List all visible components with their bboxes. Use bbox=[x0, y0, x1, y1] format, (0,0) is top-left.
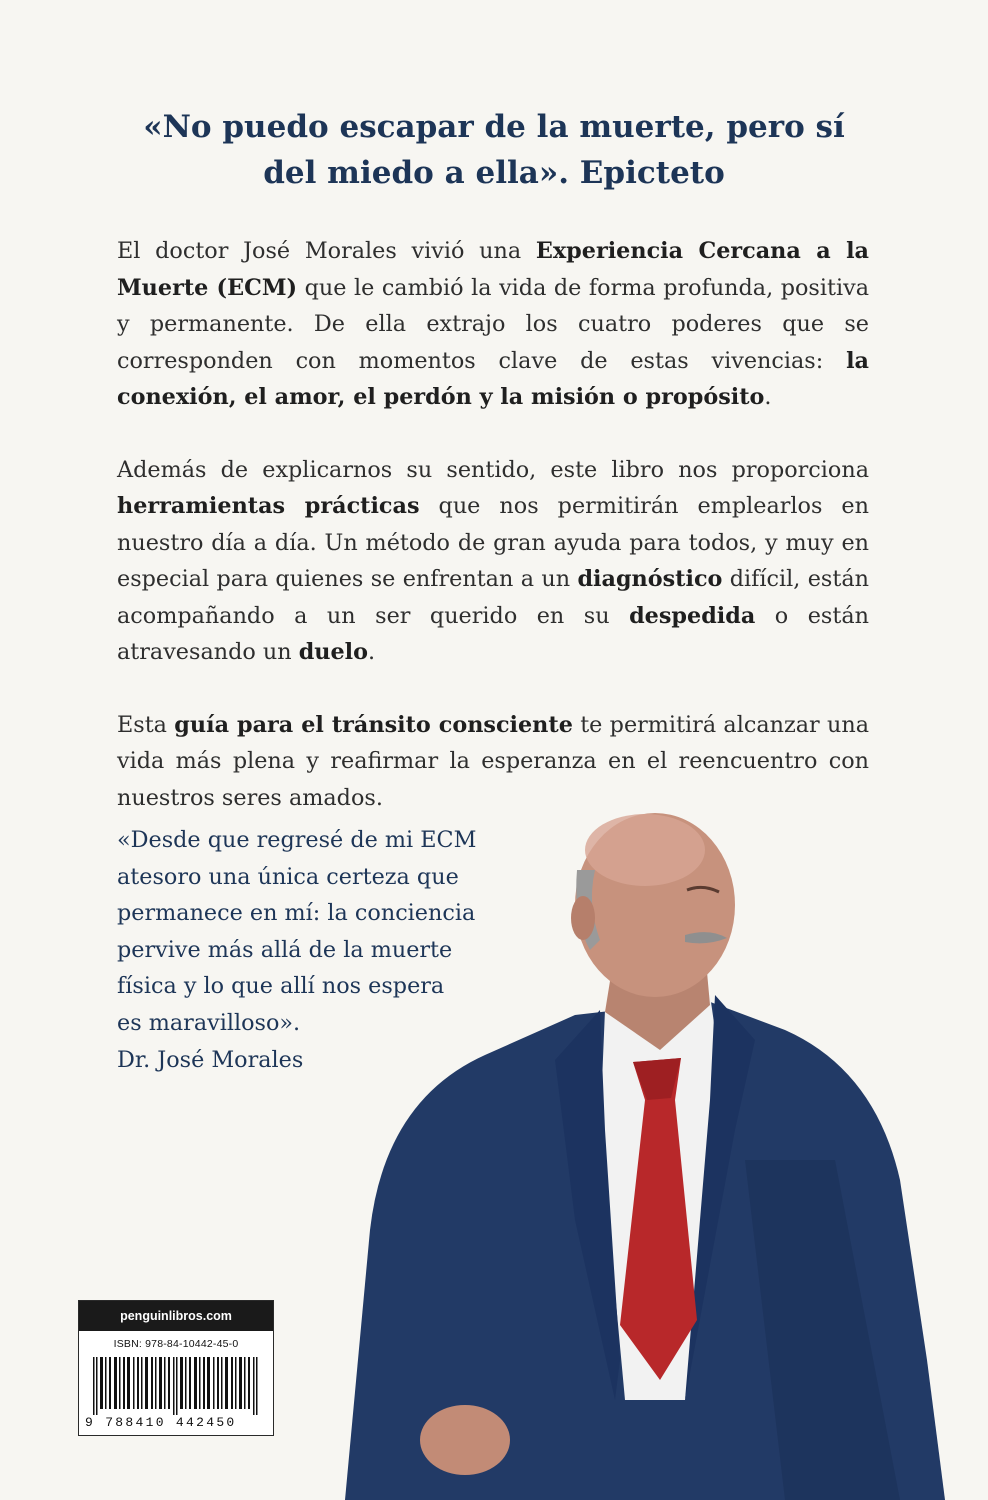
text-run: difícil, están acompañando a un ser querido en su bbox=[117, 566, 869, 629]
hand bbox=[420, 1405, 510, 1475]
epigraph-line-1: «No puedo escapar de la muerte, pero sí bbox=[143, 109, 845, 145]
text-run: Esta bbox=[117, 711, 175, 738]
epigraph-line-2: del miedo a ella». Epicteto bbox=[263, 155, 725, 191]
text-run: El doctor José Morales vivió una bbox=[117, 238, 536, 264]
synopsis-paragraph-1 bbox=[117, 233, 869, 416]
quote-line: permanece en mí: la conciencia bbox=[117, 900, 476, 927]
quote-line: atesoro una única certeza que bbox=[117, 863, 459, 890]
bald-crown bbox=[585, 814, 705, 886]
barcode-digits: 9 788410 442450 bbox=[85, 1415, 237, 1430]
text-run: que le cambió la vida de forma profunda, positiva y permanente. De ella extrajo los cuatro poderes que se corresponden con momentos clave de estas vivencias: bbox=[117, 274, 869, 374]
barcode-bars bbox=[89, 1357, 265, 1417]
ear bbox=[571, 896, 595, 940]
text-run: o están atravesando un bbox=[117, 602, 869, 665]
quote-line: pervive más allá de la muerte bbox=[117, 936, 453, 963]
text-run: Además de explicarnos su sentido, este libro nos proporciona bbox=[117, 456, 869, 483]
epigraph-quote bbox=[0, 104, 988, 196]
bold-run: despedida bbox=[629, 602, 756, 629]
text-run: . bbox=[764, 384, 772, 410]
bold-run: diagnóstico bbox=[577, 566, 723, 592]
publisher-website: penguinlibros.com bbox=[79, 1301, 273, 1331]
author-portrait bbox=[315, 800, 988, 1500]
bold-run: guía para el tránsito consciente bbox=[174, 711, 573, 738]
synopsis bbox=[117, 233, 869, 852]
quote-attribution: Dr. José Morales bbox=[117, 1046, 304, 1073]
text-run: . bbox=[368, 639, 376, 665]
isbn-label: ISBN: 978-84-10442-45-0 bbox=[113, 1338, 239, 1350]
text-run: que nos permitirán emplearlos en nuestro día a día. Un método de gran ayuda para todos, y muy en especial para quienes se enfrentan a un bbox=[117, 493, 869, 592]
synopsis-paragraph-2 bbox=[117, 452, 869, 671]
quote-line: es maravilloso». bbox=[117, 1009, 301, 1036]
quote-line: «Desde que regresé de mi ECM bbox=[117, 827, 477, 853]
text-run: te permitirá alcanzar una vida más plena y reafirmar la esperanza en el reencuentro con nuestros seres amados. bbox=[117, 711, 870, 811]
bold-run: la conexión, el amor, el perdón y la misión o propósito bbox=[117, 347, 869, 410]
bold-run: duelo bbox=[298, 639, 369, 665]
bold-run: herramientas prácticas bbox=[117, 493, 420, 519]
quote-line: física y lo que allí nos espera bbox=[117, 973, 445, 1000]
bold-run: Experiencia Cercana a la Muerte (ECM) bbox=[117, 238, 870, 301]
barcode-block bbox=[78, 1300, 274, 1436]
